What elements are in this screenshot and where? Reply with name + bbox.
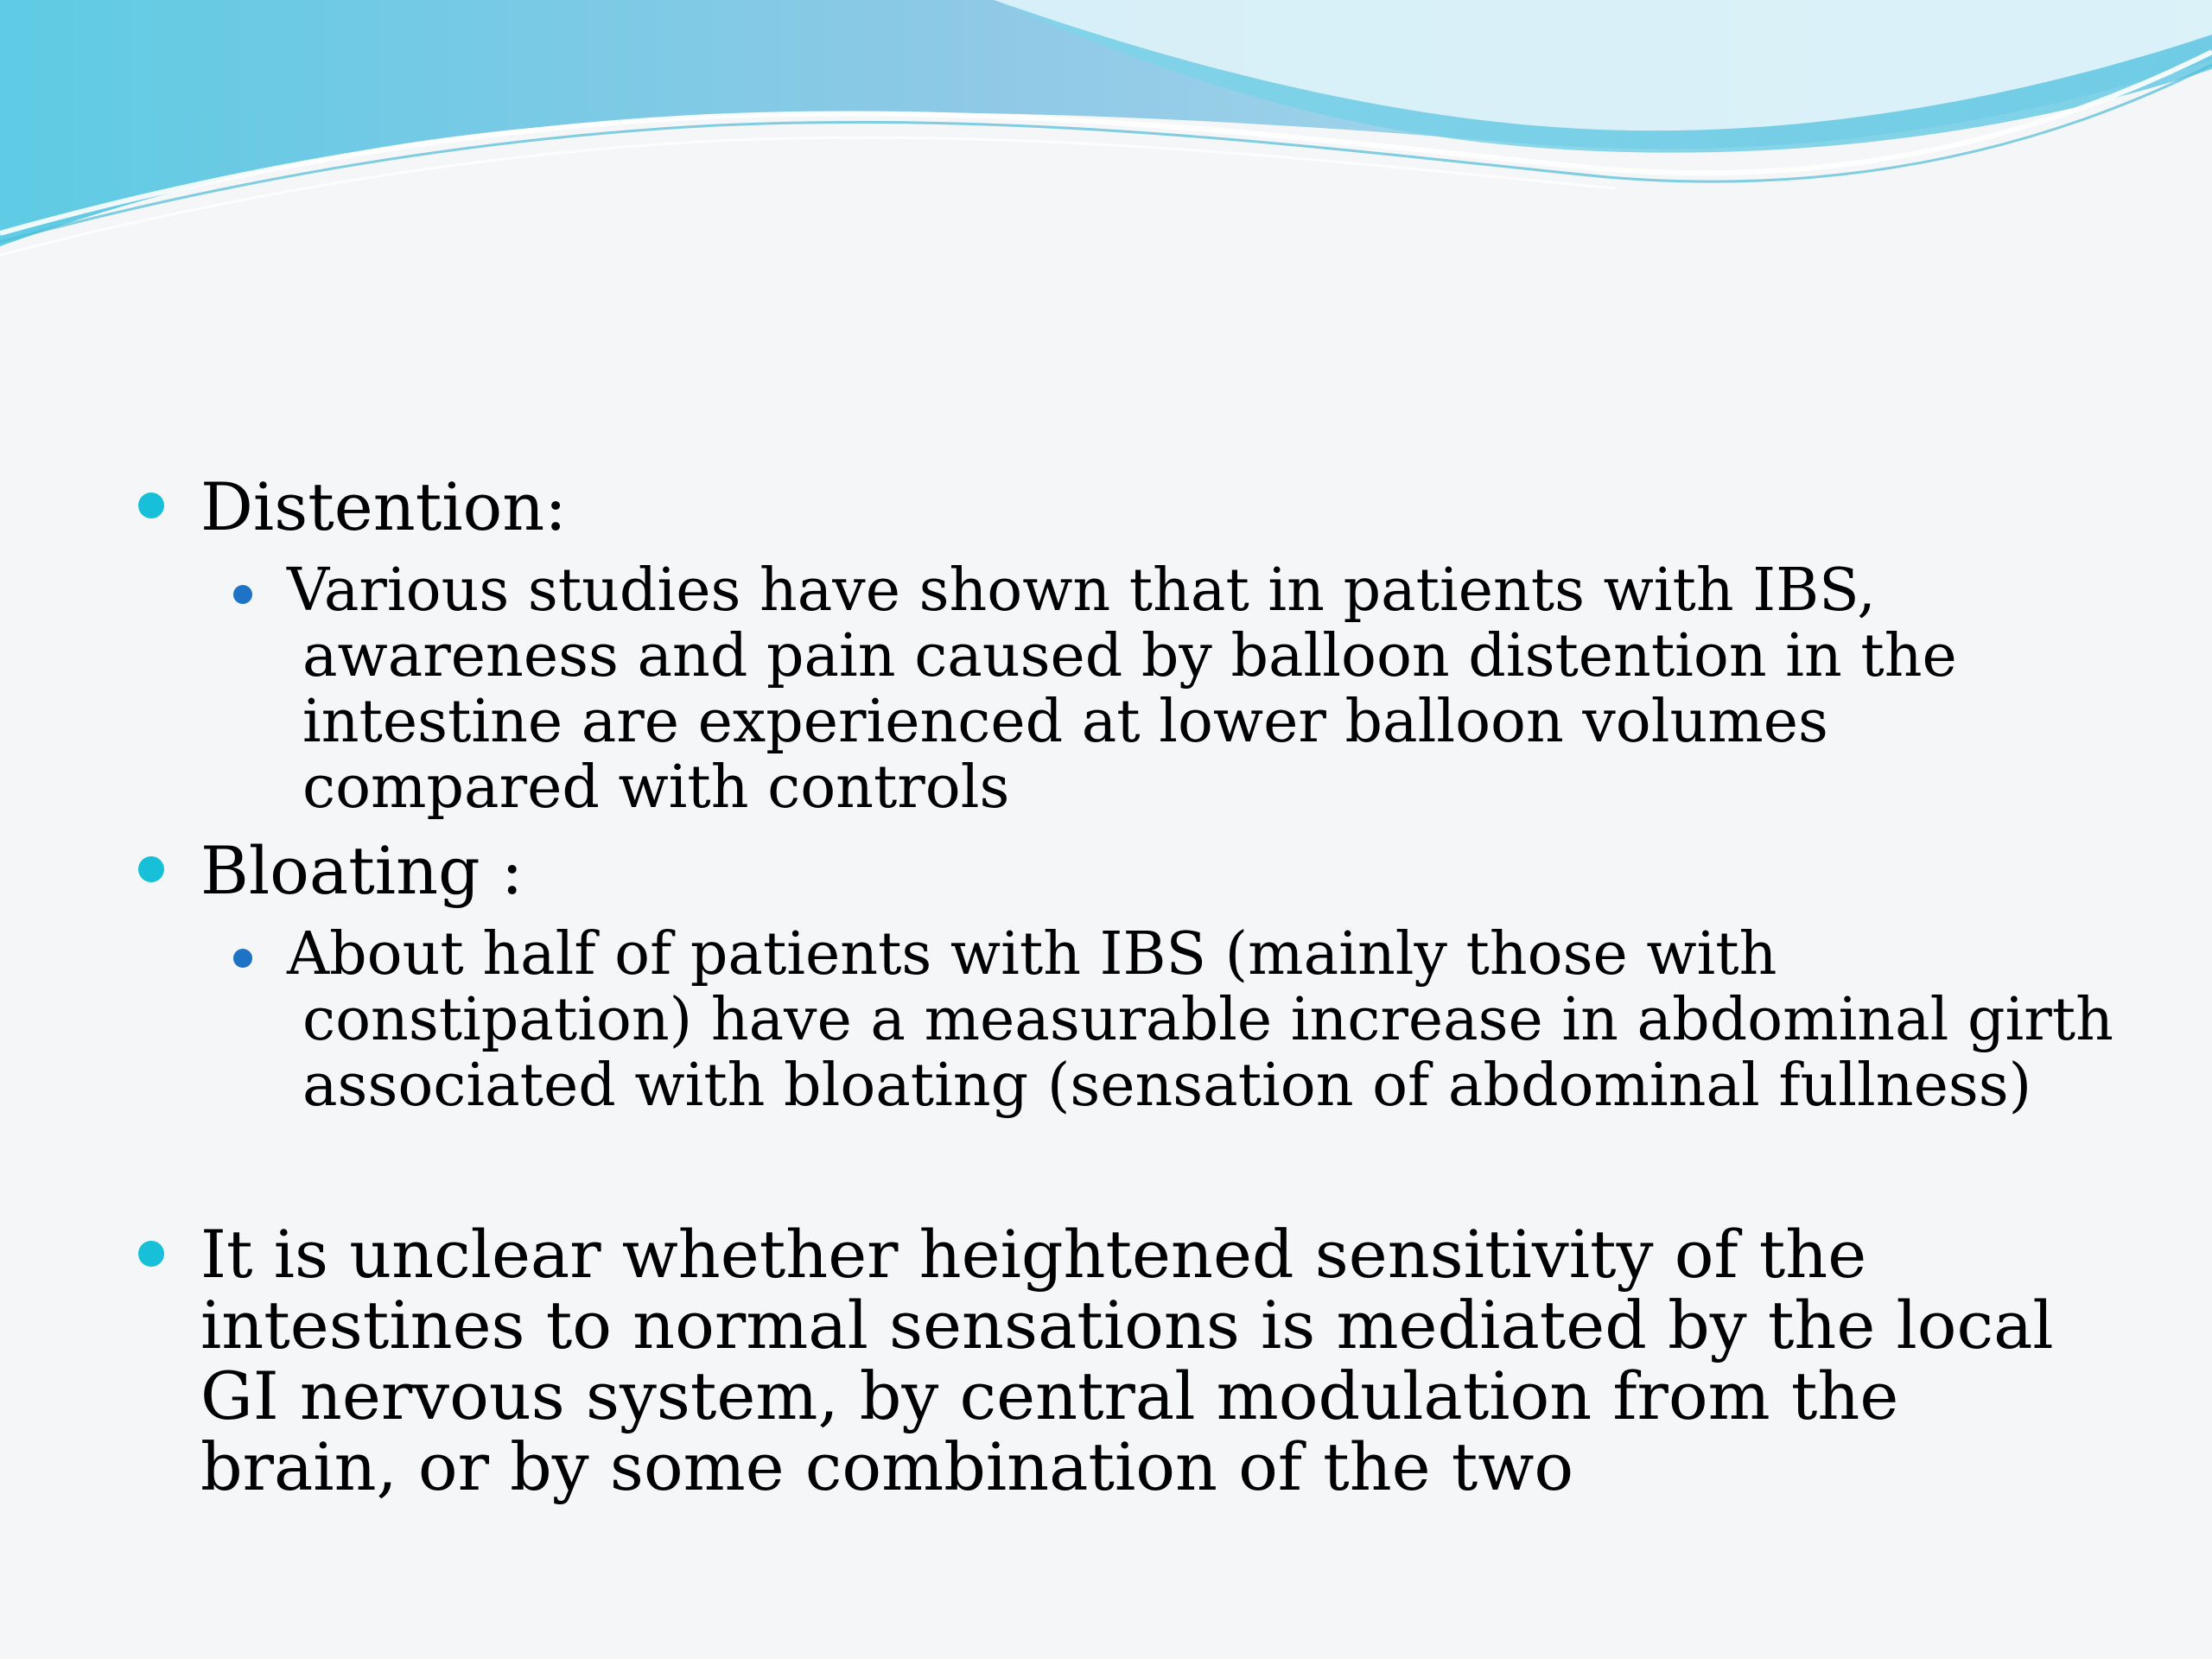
bullet-unclear-icon (138, 1241, 164, 1267)
sub-bullet-bloating-icon (233, 949, 252, 968)
text-bloating-detail: About half of patients with IBS (mainly those with constipation) have a measurable increase in abdominal girth associated with bloating (sensation of abdominal fullness) (287, 920, 2113, 1120)
text-distention-detail: Various studies have shown that in patients with IBS, awareness and pain caused by balloon distention in the intestine are experienced at lower balloon volumes compared with controls (287, 556, 1957, 822)
bullet-distention-icon (138, 493, 164, 518)
bullet-bloating-icon (138, 856, 164, 882)
heading-distention: Distention: (200, 468, 567, 545)
heading-bloating: Bloating : (200, 832, 524, 909)
sub-bullet-distention-icon (233, 585, 252, 604)
text-unclear-mechanism: It is unclear whether heightened sensitivity of the intestines to normal sensations is mediated by the local GI nervous system, by central modulation from the brain, or by some combination of the two (200, 1216, 2054, 1505)
